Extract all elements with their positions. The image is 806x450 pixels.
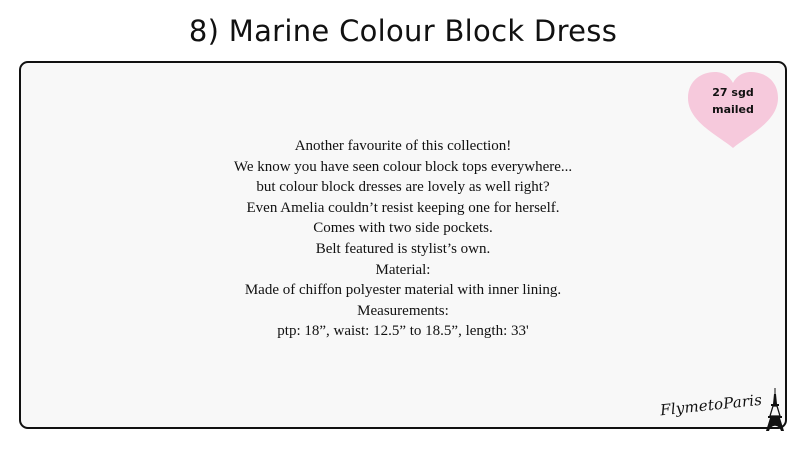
price-badge (684, 70, 782, 150)
page-title: 8) Marine Colour Block Dress (188, 14, 618, 48)
price-label (684, 84, 782, 118)
description-line: Another favourite of this collection! (294, 138, 512, 154)
product-card (19, 61, 787, 429)
description-line: We know you have seen colour block tops everywhere... (233, 158, 573, 175)
price-amount: 27 sgd (712, 86, 754, 99)
description-line: Measurements: (357, 302, 449, 319)
description-line: Comes with two side pockets. (313, 220, 493, 237)
product-description (21, 136, 785, 342)
price-shipping: mailed (712, 103, 754, 116)
brand-logo-text: FlymetoParis (659, 390, 763, 420)
description-line: Material: (375, 261, 431, 278)
description-line: Even Amelia couldn’t resist keeping one for herself. (246, 199, 560, 216)
description-line: ptp: 18”, waist: 12.5” to 18.5”, length: 33' (277, 323, 529, 340)
description-line: Made of chiffon polyester material with inner lining. (244, 282, 562, 299)
description-line: but colour block dresses are lovely as well right? (256, 179, 550, 196)
description-line: Belt featured is stylist’s own. (315, 240, 491, 257)
eiffel-tower-icon (764, 388, 786, 432)
